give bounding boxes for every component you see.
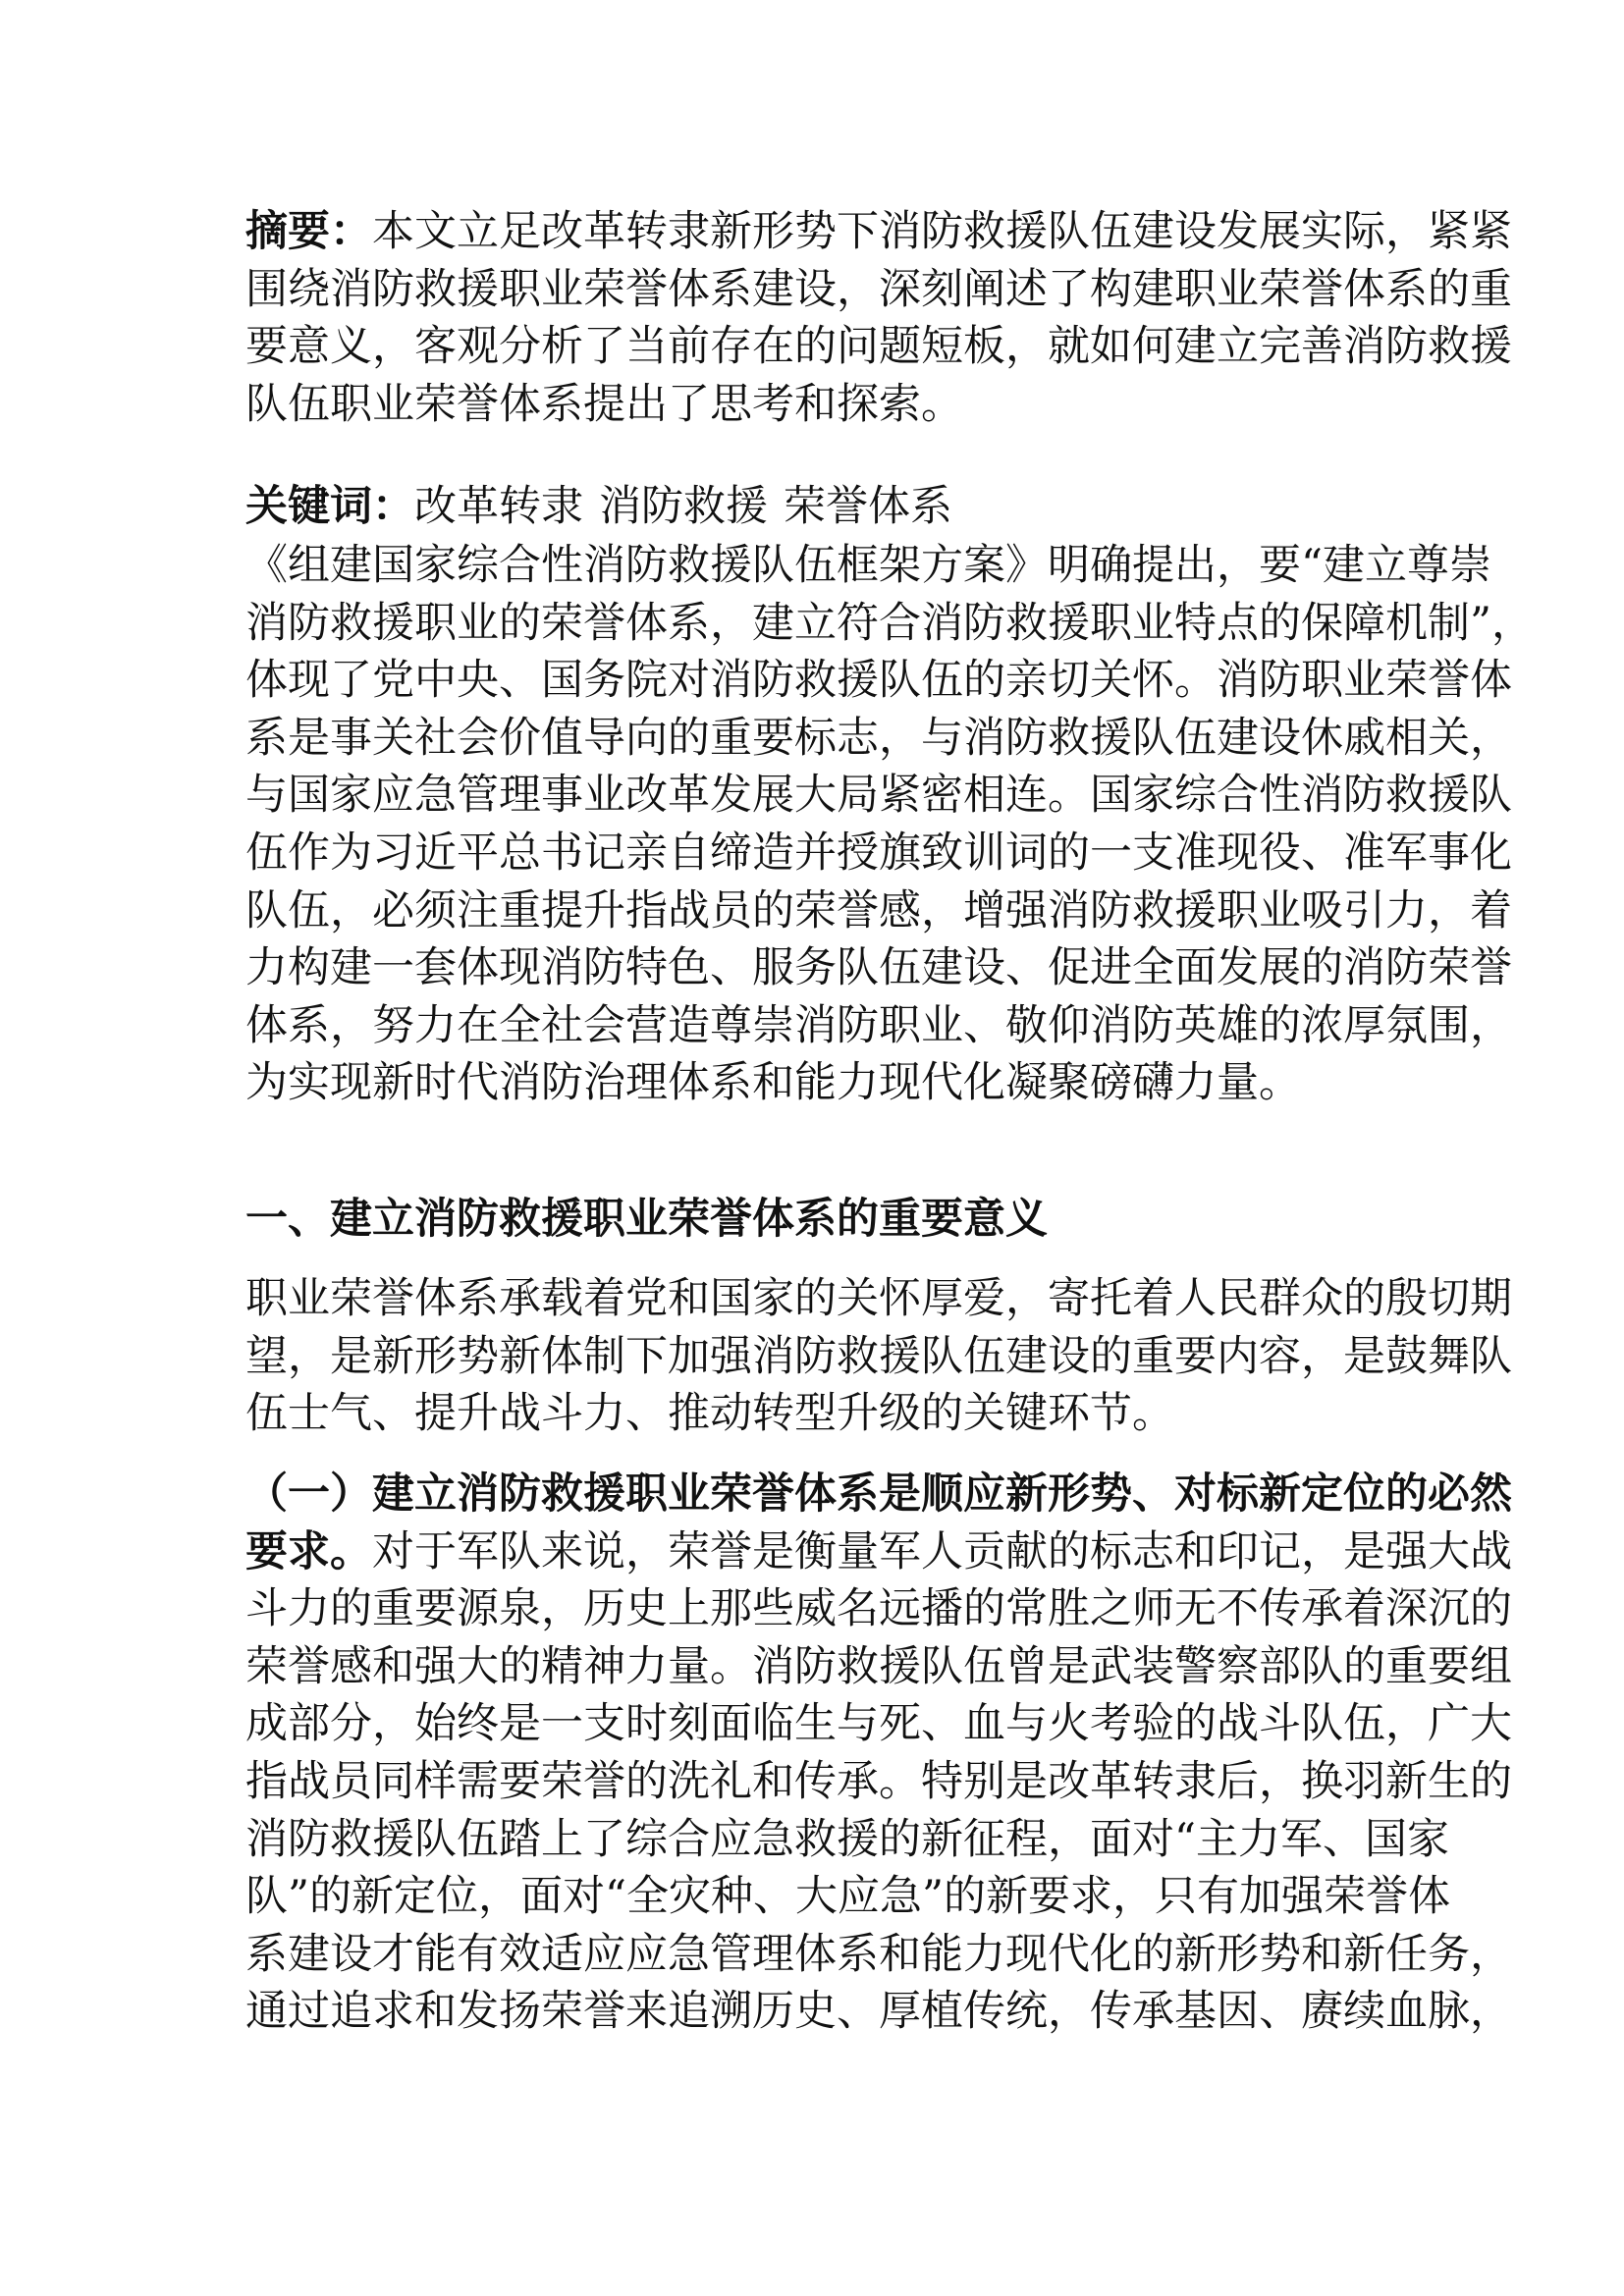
paragraph-line: 望，是新形势新体制下加强消防救援队伍建设的重要内容，是鼓舞队 bbox=[245, 1331, 1512, 1381]
paragraph-line: 成部分，始终是一支时刻面临生与死、血与火考验的战斗队伍，广大 bbox=[245, 1699, 1512, 1749]
keyword: 消防救援 bbox=[599, 482, 768, 531]
keyword: 改革转隶 bbox=[414, 482, 583, 531]
intro-paragraph bbox=[245, 537, 1534, 1112]
paragraph-line: 与国家应急管理事业改革发展大局紧密相连。国家综合性消防救援队 bbox=[245, 771, 1512, 821]
paragraph-line: 斗力的重要源泉，历史上那些威名远播的常胜之师无不传承着深沉的 bbox=[245, 1584, 1512, 1634]
paragraph-line: 为实现新时代消防治理体系和能力现代化凝聚磅礴力量。 bbox=[245, 1058, 1301, 1108]
subsection-heading-end: 要求。 bbox=[245, 1526, 372, 1576]
paragraph-line: 队伍，必须注重提升指战员的荣誉感，增强消防救援职业吸引力，着 bbox=[245, 885, 1512, 935]
paragraph-line: 伍作为习近平总书记亲自缔造并授旗致训词的一支准现役、准军事化 bbox=[245, 828, 1512, 878]
paragraph-line: 指战员同样需要荣誉的洗礼和传承。特别是改革转隶后，换羽新生的 bbox=[245, 1756, 1512, 1806]
keywords bbox=[245, 478, 1379, 536]
subsection-heading: （一）建立消防救援职业荣誉体系是顺应新形势、对标新定位的必然 bbox=[245, 1469, 1512, 1519]
paragraph-line: 消防救援队伍踏上了综合应急救援的新征程，面对“主力军、国家 bbox=[245, 1814, 1449, 1864]
paragraph-line: 系建设才能有效适应应急管理体系和能力现代化的新形势和新任务， bbox=[245, 1929, 1512, 1979]
abstract-line: 队伍职业荣誉体系提出了思考和探索。 bbox=[245, 379, 963, 429]
section-1-paragraph bbox=[245, 1270, 1512, 1443]
paragraph-line: 消防救援职业的荣誉体系，建立符合消防救援职业特点的保障机制”， bbox=[245, 598, 1534, 648]
abstract bbox=[245, 203, 1512, 433]
paragraph-line: 体系，努力在全社会营造尊崇消防职业、敬仰消防英雄的浓厚氛围， bbox=[245, 1000, 1512, 1050]
section-1-heading: 一、建立消防救援职业荣誉体系的重要意义 bbox=[245, 1195, 1048, 1244]
abstract-line: 要意义，客观分析了当前存在的问题短板，就如何建立完善消防救援 bbox=[245, 322, 1512, 372]
paragraph-line: 对于军队来说，荣誉是衡量军人贡献的标志和印记，是强大战 bbox=[372, 1526, 1512, 1576]
paragraph-line: 通过追求和发扬荣誉来追溯历史、厚植传统，传承基因、赓续血脉， bbox=[245, 1987, 1512, 2037]
paragraph-line: 荣誉感和强大的精神力量。消防救援队伍曾是武装警察部队的重要组 bbox=[245, 1641, 1512, 1691]
paragraph-line: 系是事关社会价值导向的重要标志，与消防救援队伍建设休戚相关， bbox=[245, 713, 1512, 763]
keyword: 荣誉体系 bbox=[784, 482, 952, 531]
paragraph-line: 体现了党中央、国务院对消防救援队伍的亲切关怀。消防职业荣誉体 bbox=[245, 656, 1512, 706]
section-heading bbox=[245, 1191, 1379, 1249]
abstract-label: 摘要： bbox=[245, 207, 372, 256]
paragraph-line: 力构建一套体现消防特色、服务队伍建设、促进全面发展的消防荣誉 bbox=[245, 943, 1512, 993]
paragraph-line: 伍士气、提升战斗力、推动转型升级的关键环节。 bbox=[245, 1389, 1174, 1439]
abstract-line: 本文立足改革转隶新形势下消防救援队伍建设发展实际，紧紧 bbox=[372, 207, 1512, 256]
keywords-label: 关键词： bbox=[245, 482, 414, 531]
paragraph-line: 职业荣誉体系承载着党和国家的关怀厚爱，寄托着人民群众的殷切期 bbox=[245, 1274, 1512, 1323]
paragraph-line: 队”的新定位，面对“全灾种、大应急”的新要求，只有加强荣誉体 bbox=[245, 1872, 1450, 1922]
subsection-1-paragraph bbox=[245, 1466, 1512, 2041]
abstract-line: 围绕消防救援职业荣誉体系建设，深刻阐述了构建职业荣誉体系的重 bbox=[245, 264, 1512, 314]
paragraph-line: 《组建国家综合性消防救援队伍框架方案》明确提出，要“建立尊崇 bbox=[245, 541, 1491, 590]
